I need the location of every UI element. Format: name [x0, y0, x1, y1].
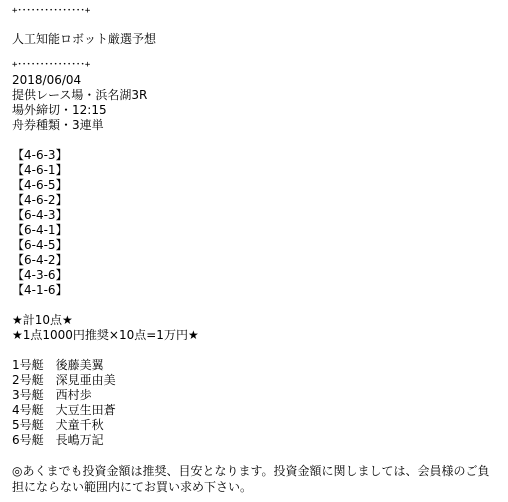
total-points: ★計10点★ [12, 313, 73, 327]
spacer [12, 343, 504, 358]
bet-type: 舟券種類・3連単 [12, 118, 104, 132]
boat-entry: 2号艇 深見亜由美 [12, 373, 116, 387]
combination-list [12, 148, 504, 298]
disclaimer-text: ◎あくまでも投資金額は推奨、目安となります。投資金額に関しましては、会員様のご負担にならない範囲内にてお買い求め下さい。 [12, 464, 490, 494]
closing-time: 場外締切・12:15 [12, 103, 107, 117]
combination-item: 【4-3-6】 [12, 268, 68, 282]
boat-entry: 6号艇 長嶋万記 [12, 433, 104, 447]
spacer [12, 19, 504, 32]
combination-item: 【6-4-2】 [12, 253, 68, 267]
boat-entry: 5号艇 犬童千秋 [12, 418, 104, 432]
combination-item: 【4-6-5】 [12, 178, 68, 192]
spacer [12, 133, 504, 148]
spacer [12, 298, 504, 313]
combination-item: 【6-4-3】 [12, 208, 68, 222]
race-date: 2018/06/04 [12, 73, 82, 87]
combination-item: 【6-4-5】 [12, 238, 68, 252]
prediction-document [12, 4, 504, 495]
page-title: 人工知能ロボット厳選予想 [12, 32, 157, 46]
boat-list [12, 358, 504, 448]
combination-item: 【4-6-1】 [12, 163, 68, 177]
spacer [12, 448, 504, 463]
combination-item: 【6-4-1】 [12, 223, 68, 237]
separator-bottom: +･･･････････････+ [12, 60, 91, 70]
boat-entry: 1号艇 後藤美翼 [12, 358, 104, 372]
boat-entry: 3号艇 西村歩 [12, 388, 92, 402]
stake-recommendation: ★1点1000円推奨×10点=1万円★ [12, 328, 199, 342]
race-venue: 提供レース場・浜名湖3R [12, 88, 148, 102]
combination-item: 【4-1-6】 [12, 283, 68, 297]
combination-item: 【4-6-3】 [12, 148, 68, 162]
boat-entry: 4号艇 大豆生田蒼 [12, 403, 116, 417]
combination-item: 【4-6-2】 [12, 193, 68, 207]
separator-top: +･･･････････････+ [12, 6, 91, 16]
spacer [12, 47, 504, 58]
